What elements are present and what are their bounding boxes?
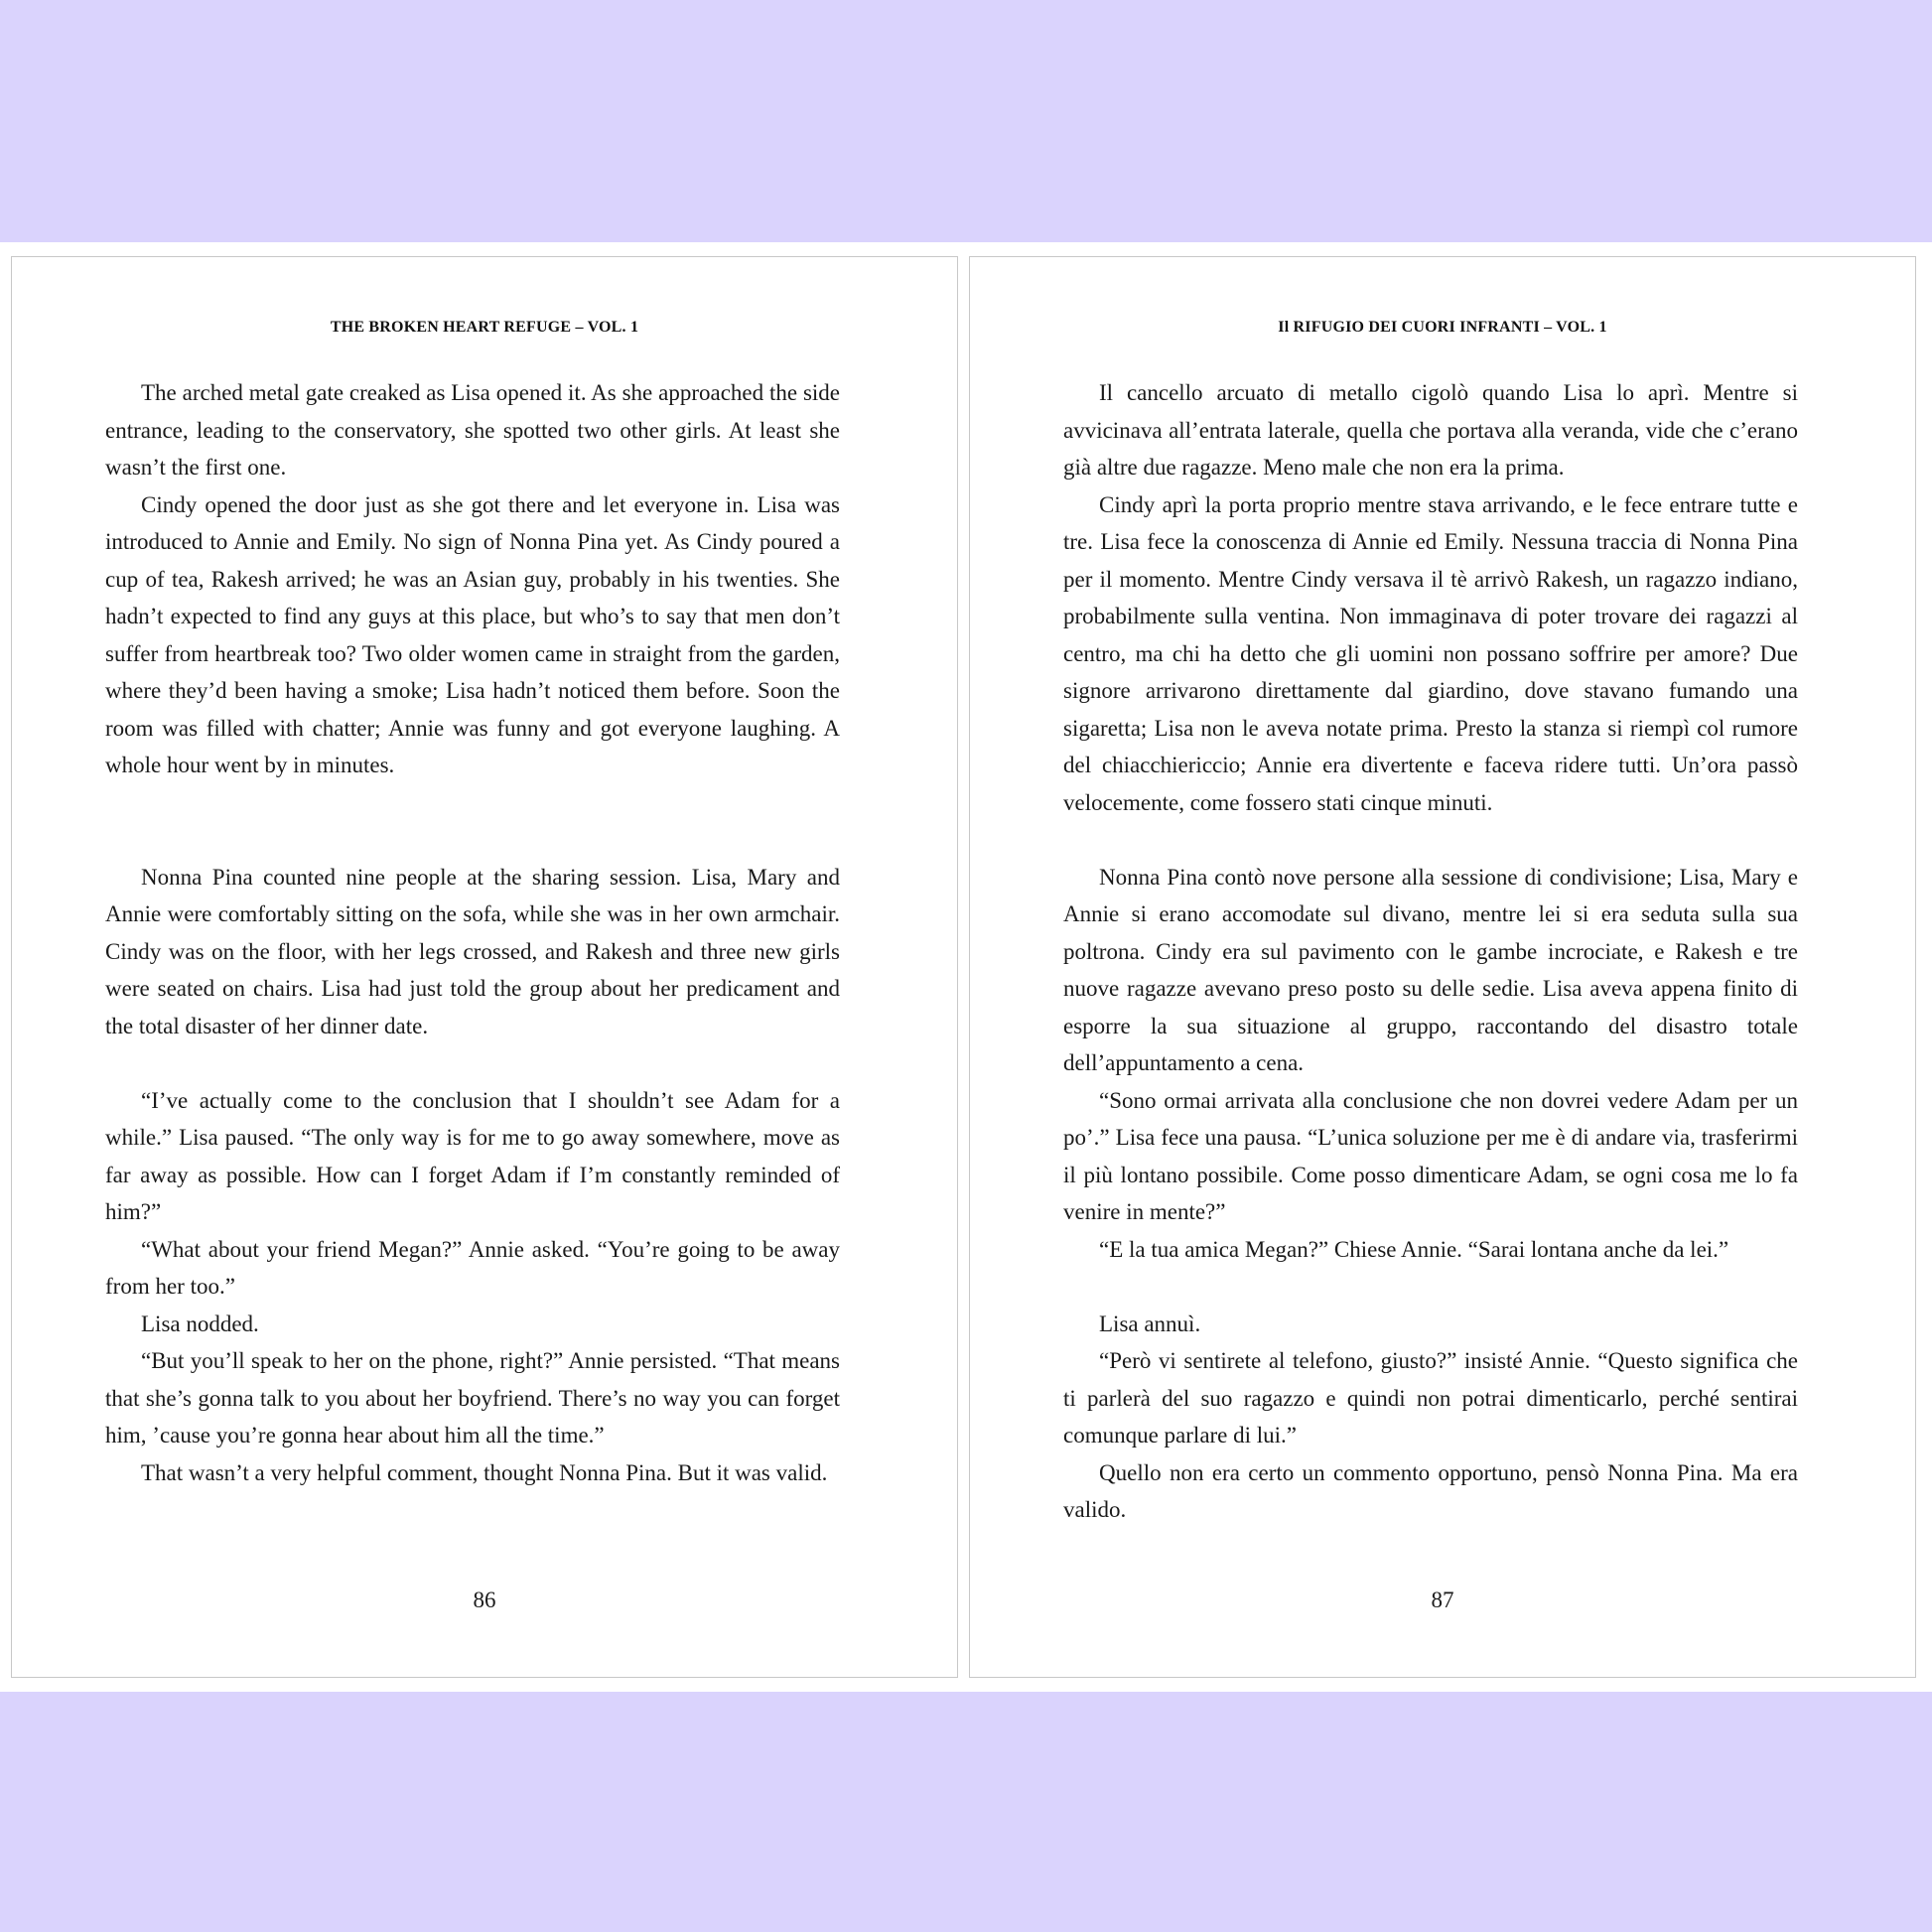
paragraph: Il cancello arcuato di metallo cigolò quando Lisa lo aprì. Mentre si avvicinava all’entrata laterale, quella che portava alla veranda, vide che c’erano già altre due ragazze. Meno male che non era la prima. xyxy=(1063,380,1798,480)
paragraph: That wasn’t a very helpful comment, thought Nonna Pina. But it was valid. xyxy=(141,1459,828,1485)
paragraph: “Però vi sentirete al telefono, giusto?” insisté Annie. “Questo significa che ti parlerà del suo ragazzo e quindi non potrai dimenticarlo, perché sentirai comunque parlare di lui.” xyxy=(1063,1348,1798,1448)
paragraph: “But you’ll speak to her on the phone, right?” Annie persisted. “That means that she’s gonna talk to you about her boyfriend. There’s no way you can forget him, ’cause you’re gonna hear about him all the time.” xyxy=(105,1348,840,1448)
paragraph: The arched metal gate creaked as Lisa opened it. As she approached the side entrance, leading to the conservatory, she spotted two other girls. At least she wasn’t the first one. xyxy=(105,380,840,480)
right-page xyxy=(969,256,1916,1678)
paragraph: Cindy opened the door just as she got there and let everyone in. Lisa was introduced to Annie and Emily. No sign of Nonna Pina yet. As Cindy poured a cup of tea, Rakesh arrived; he was an Asian guy, probably in his twenties. She hadn’t expected to find any guys at this place, but who’s to say that men don’t suffer from heartbreak too? Two older women came in straight from the garden, where they’d been having a smoke; Lisa hadn’t noticed them before. Soon the room was filled with chatter; Annie was funny and got everyone laughing. A whole hour went by in minutes. xyxy=(105,491,840,777)
page-number-right: 87 xyxy=(1431,1587,1454,1612)
paragraph-gap xyxy=(1063,1268,1798,1306)
paragraph: “Sono ormai arrivata alla conclusione che non dovrei vedere Adam per un po’.” Lisa fece una pausa. “L’unica soluzione per me è di andare via, trasferirmi il più lontano possibile. Come posso dimenticare Adam, se ogni cosa me lo fa venire in mente?” xyxy=(1063,1087,1798,1224)
section-break xyxy=(1063,821,1798,859)
left-page xyxy=(11,256,958,1678)
paragraph-gap xyxy=(105,1044,840,1082)
paragraph: Nonna Pina contò nove persone alla sessione di condivisione; Lisa, Mary e Annie si erano accomodate sul divano, mentre lei si era seduta sulla sua poltrona. Cindy era sul pavimento con le gambe incrociate, e Rakesh e tre nuove ragazze avevano preso posto su delle sedie. Lisa aveva appena finito di esporre la sua situazione al gruppo, raccontando del disastro totale dell’appuntamento a cena. xyxy=(1063,864,1798,1075)
running-head-left: THE BROKEN HEART REFUGE – VOL. 1 xyxy=(330,319,639,336)
book-spread xyxy=(0,242,1932,1692)
right-page-body xyxy=(1063,374,1798,1529)
page-number-left: 86 xyxy=(473,1587,496,1612)
paragraph: “E la tua amica Megan?” Chiese Annie. “Sarai lontana anche da lei.” xyxy=(1099,1236,1729,1262)
paragraph: Lisa nodded. xyxy=(141,1311,259,1336)
paragraph: “I’ve actually come to the conclusion that I shouldn’t see Adam for a while.” Lisa paused. “The only way is for me to go away somewhere, move as far away as possible. How can I forget Adam if I’m constantly reminded of him?” xyxy=(105,1087,840,1224)
paragraph: Quello non era certo un commento opportuno, pensò Nonna Pina. Ma era valido. xyxy=(1063,1459,1798,1522)
paragraph: Nonna Pina counted nine people at the sharing session. Lisa, Mary and Annie were comfortably sitting on the sofa, while she was in her own armchair. Cindy was on the floor, with her legs crossed, and Rakesh and three new girls were seated on chairs. Lisa had just told the group about her predicament and the total disaster of her dinner date. xyxy=(105,864,840,1038)
section-break xyxy=(105,784,840,859)
paragraph: Lisa annuì. xyxy=(1099,1311,1201,1336)
paragraph: Cindy aprì la porta proprio mentre stava arrivando, e le fece entrare tutte e tre. Lisa fece la conoscenza di Annie ed Emily. Nessuna traccia di Nonna Pina per il momento. Mentre Cindy versava il tè arrivò Rakesh, un ragazzo indiano, probabilmente sulla ventina. Non immaginava di poter trovare dei ragazzi al centro, ma chi ha detto che gli uomini non possano soffrire per amore? Due signore arrivarono direttamente dal giardino, dove stavano fumando una sigaretta; Lisa non le aveva notate prima. Presto la stanza si riempì col rumore del chiacchiericcio; Annie era divertente e faceva ridere tutti. Un’ora passò velocemente, come fossero stati cinque minuti. xyxy=(1063,491,1798,815)
left-page-body xyxy=(105,374,840,1491)
paragraph: “What about your friend Megan?” Annie asked. “You’re going to be away from her too.” xyxy=(105,1236,840,1299)
running-head-right: Il RIFUGIO DEI CUORI INFRANTI – VOL. 1 xyxy=(1278,319,1607,336)
